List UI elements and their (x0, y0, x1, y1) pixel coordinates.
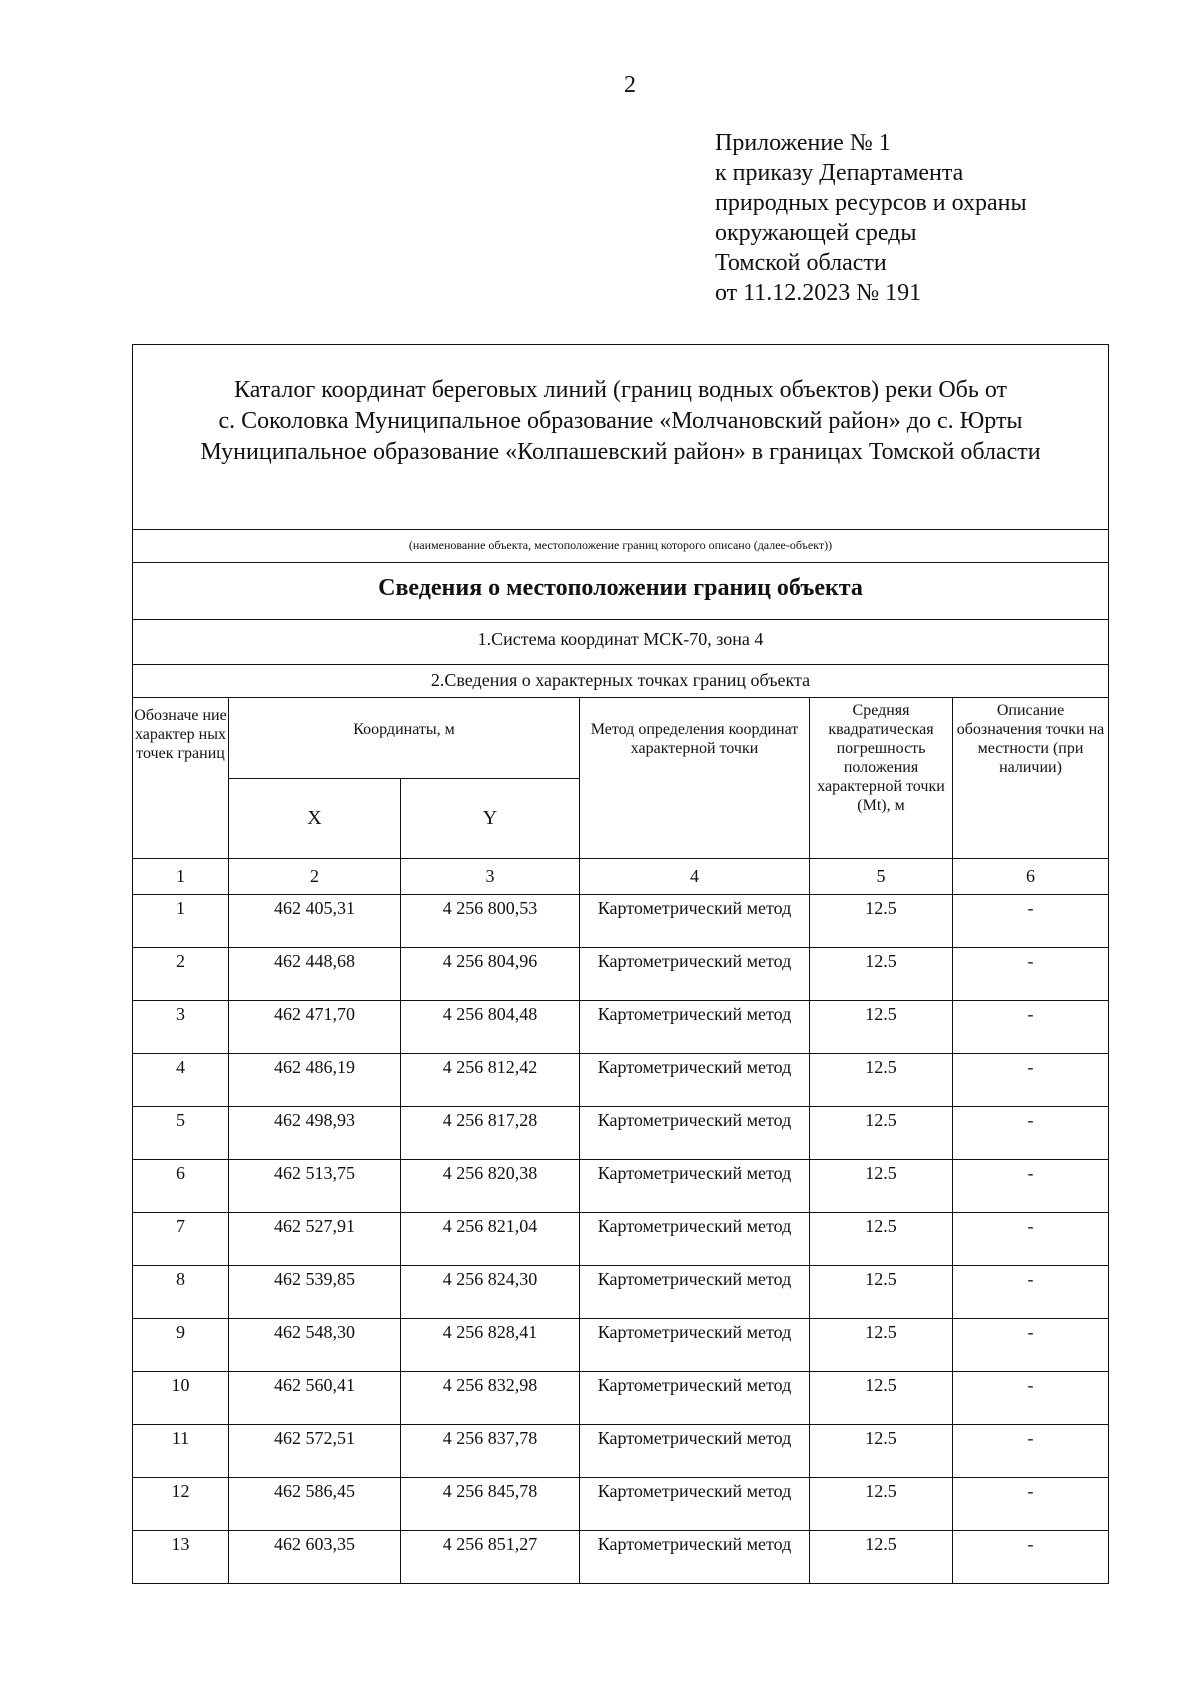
title-line: Каталог координат береговых линий (границ водных объектов) реки Обь от (234, 377, 1007, 403)
coord-x: 462 586,45 (229, 1478, 401, 1531)
description: - (953, 895, 1109, 948)
description: - (953, 948, 1109, 1001)
section-title: Сведения о местоположении границ объекта (133, 563, 1108, 620)
table-row (133, 1372, 1109, 1425)
accuracy-mt: 12.5 (810, 1266, 953, 1319)
table-row (133, 948, 1109, 1001)
coord-y: 4 256 812,42 (401, 1054, 580, 1107)
header-method: Метод определения координат характерной точки (580, 698, 810, 859)
coord-x: 462 603,35 (229, 1531, 401, 1584)
catalog-title (133, 345, 1108, 530)
header-x: X (229, 779, 401, 859)
table-row (133, 1319, 1109, 1372)
table-row (133, 1531, 1109, 1584)
description: - (953, 1531, 1109, 1584)
coord-x: 462 471,70 (229, 1001, 401, 1054)
catalog-header-block (132, 344, 1109, 699)
appendix-line: окружающей среды (715, 220, 917, 246)
coord-y: 4 256 800,53 (401, 895, 580, 948)
coord-x: 462 498,93 (229, 1107, 401, 1160)
appendix-line: к приказу Департамента (715, 160, 964, 186)
coord-y: 4 256 828,41 (401, 1319, 580, 1372)
appendix-block (715, 128, 1027, 308)
point-number: 6 (133, 1160, 229, 1213)
coord-x: 462 486,19 (229, 1054, 401, 1107)
accuracy-mt: 12.5 (810, 1160, 953, 1213)
description: - (953, 1054, 1109, 1107)
method: Картометрический метод (580, 1107, 810, 1160)
coord-x: 462 548,30 (229, 1319, 401, 1372)
coord-x: 462 513,75 (229, 1160, 401, 1213)
method: Картометрический метод (580, 895, 810, 948)
column-number: 1 (133, 859, 229, 895)
header-coordinates: Координаты, м (229, 698, 580, 779)
description: - (953, 1213, 1109, 1266)
method: Картометрический метод (580, 1478, 810, 1531)
point-number: 10 (133, 1372, 229, 1425)
method: Картометрический метод (580, 1001, 810, 1054)
description: - (953, 1160, 1109, 1213)
points-heading: 2.Сведения о характерных точках границ объекта (430, 670, 811, 690)
table-row (133, 895, 1109, 948)
description: - (953, 1266, 1109, 1319)
table-row (133, 1425, 1109, 1478)
method: Картометрический метод (580, 1213, 810, 1266)
accuracy-mt: 12.5 (810, 1054, 953, 1107)
coord-y: 4 256 804,48 (401, 1001, 580, 1054)
coord-y: 4 256 851,27 (401, 1531, 580, 1584)
table-row (133, 1001, 1109, 1054)
coord-system: 1.Система координат МСК-70, зона 4 (133, 620, 1108, 665)
coord-x: 462 405,31 (229, 895, 401, 948)
coord-y: 4 256 832,98 (401, 1372, 580, 1425)
object-caption: (наименование объекта, местоположение границ которого описано (далее-объект)) (133, 530, 1108, 563)
coord-x: 462 448,68 (229, 948, 401, 1001)
column-number: 5 (810, 859, 953, 895)
point-number: 12 (133, 1478, 229, 1531)
column-number: 6 (953, 859, 1109, 895)
method: Картометрический метод (580, 1160, 810, 1213)
column-number: 3 (401, 859, 580, 895)
appendix-line: от 11.12.2023 № 191 (715, 280, 922, 306)
coord-y: 4 256 804,96 (401, 948, 580, 1001)
table-row (133, 1213, 1109, 1266)
accuracy-mt: 12.5 (810, 948, 953, 1001)
coordinates-table (132, 697, 1109, 1584)
description: - (953, 1478, 1109, 1531)
table-row (133, 1478, 1109, 1531)
description: - (953, 1372, 1109, 1425)
table-row (133, 1266, 1109, 1319)
header-point-designation: Обозначе ние характер ных точек границ (133, 698, 229, 859)
appendix-line: природных ресурсов и охраны (715, 190, 1027, 216)
column-number: 2 (229, 859, 401, 895)
point-number: 3 (133, 1001, 229, 1054)
point-number: 8 (133, 1266, 229, 1319)
accuracy-mt: 12.5 (810, 1319, 953, 1372)
appendix-line: Приложение № 1 (715, 130, 891, 156)
point-number: 2 (133, 948, 229, 1001)
point-number: 13 (133, 1531, 229, 1584)
coord-x: 462 539,85 (229, 1266, 401, 1319)
title-line: Муниципальное образование «Колпашевский район» в границах Томской области (200, 439, 1041, 465)
coord-y: 4 256 845,78 (401, 1478, 580, 1531)
header-y: Y (401, 779, 580, 859)
accuracy-mt: 12.5 (810, 1425, 953, 1478)
appendix-line: Томской области (715, 250, 887, 276)
description: - (953, 1425, 1109, 1478)
coord-y: 4 256 820,38 (401, 1160, 580, 1213)
header-description: Описание обозначения точки на местности (при наличии) (953, 698, 1109, 859)
description: - (953, 1107, 1109, 1160)
accuracy-mt: 12.5 (810, 1107, 953, 1160)
coord-x: 462 572,51 (229, 1425, 401, 1478)
method: Картометрический метод (580, 948, 810, 1001)
method: Картометрический метод (580, 1425, 810, 1478)
coord-y: 4 256 824,30 (401, 1266, 580, 1319)
point-number: 4 (133, 1054, 229, 1107)
point-number: 7 (133, 1213, 229, 1266)
accuracy-mt: 12.5 (810, 1001, 953, 1054)
method: Картометрический метод (580, 1531, 810, 1584)
accuracy-mt: 12.5 (810, 1372, 953, 1425)
accuracy-mt: 12.5 (810, 1213, 953, 1266)
table-row (133, 1054, 1109, 1107)
method: Картометрический метод (580, 1372, 810, 1425)
table-row (133, 1107, 1109, 1160)
method: Картометрический метод (580, 1266, 810, 1319)
point-number: 9 (133, 1319, 229, 1372)
table-row (133, 1160, 1109, 1213)
method: Картометрический метод (580, 1319, 810, 1372)
accuracy-mt: 12.5 (810, 1531, 953, 1584)
accuracy-mt: 12.5 (810, 1478, 953, 1531)
description: - (953, 1001, 1109, 1054)
point-number: 1 (133, 895, 229, 948)
accuracy-mt: 12.5 (810, 895, 953, 948)
point-number: 5 (133, 1107, 229, 1160)
title-line: с. Соколовка Муниципальное образование «Молчановский район» до с. Юрты (218, 408, 1023, 434)
point-number: 11 (133, 1425, 229, 1478)
description: - (953, 1319, 1109, 1372)
header-accuracy: Средняя квадратическая погрешность положения характерной точки (Mt), м (810, 698, 953, 859)
page-number: 2 (624, 72, 636, 98)
column-number: 4 (580, 859, 810, 895)
coord-y: 4 256 817,28 (401, 1107, 580, 1160)
method: Картометрический метод (580, 1054, 810, 1107)
coord-x: 462 560,41 (229, 1372, 401, 1425)
coord-x: 462 527,91 (229, 1213, 401, 1266)
coord-y: 4 256 837,78 (401, 1425, 580, 1478)
coord-y: 4 256 821,04 (401, 1213, 580, 1266)
